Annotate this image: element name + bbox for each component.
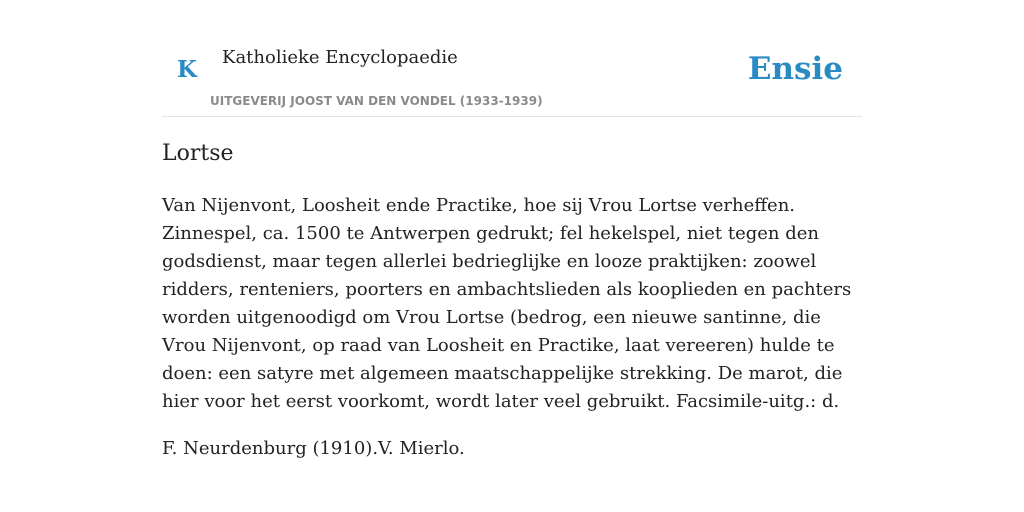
brand-logo[interactable]: Ensie: [747, 51, 843, 87]
article-authors: F. Neurdenburg (1910).V. Mierlo.: [162, 438, 465, 459]
publication-title[interactable]: Katholieke Encyclopaedie: [222, 47, 458, 68]
publisher-subtitle: UITGEVERIJ JOOST VAN DEN VONDEL (1933-1939): [210, 94, 543, 108]
article-body: Van Nijenvont, Loosheit ende Practike, hoe sij Vrou Lortse verheffen. Zinnespel, ca. 1500 te Antwerpen gedrukt; fel hekelspel, niet tegen den godsdienst, maar tegen allerlei bedrieglijke en looze praktijken: zoowel ridders, renteniers, poorters en ambachtslieden als kooplieden en pachters worden uitgenoodigd om Vrou Lortse (bedrog, een nieuwe santinne, die Vrou Nijenvont, op raad van Loosheit en Practike, laat vereeren) hulde te doen: een satyre met algemeen maatschappelijke strekking. De marot, die hier voor het eerst voorkomt, wordt later veel gebruikt. Facsimile-uitg.: d.: [162, 195, 852, 412]
site-header: [162, 0, 862, 117]
publication-logo[interactable]: K: [177, 56, 197, 83]
article-title: Lortse: [162, 141, 234, 166]
